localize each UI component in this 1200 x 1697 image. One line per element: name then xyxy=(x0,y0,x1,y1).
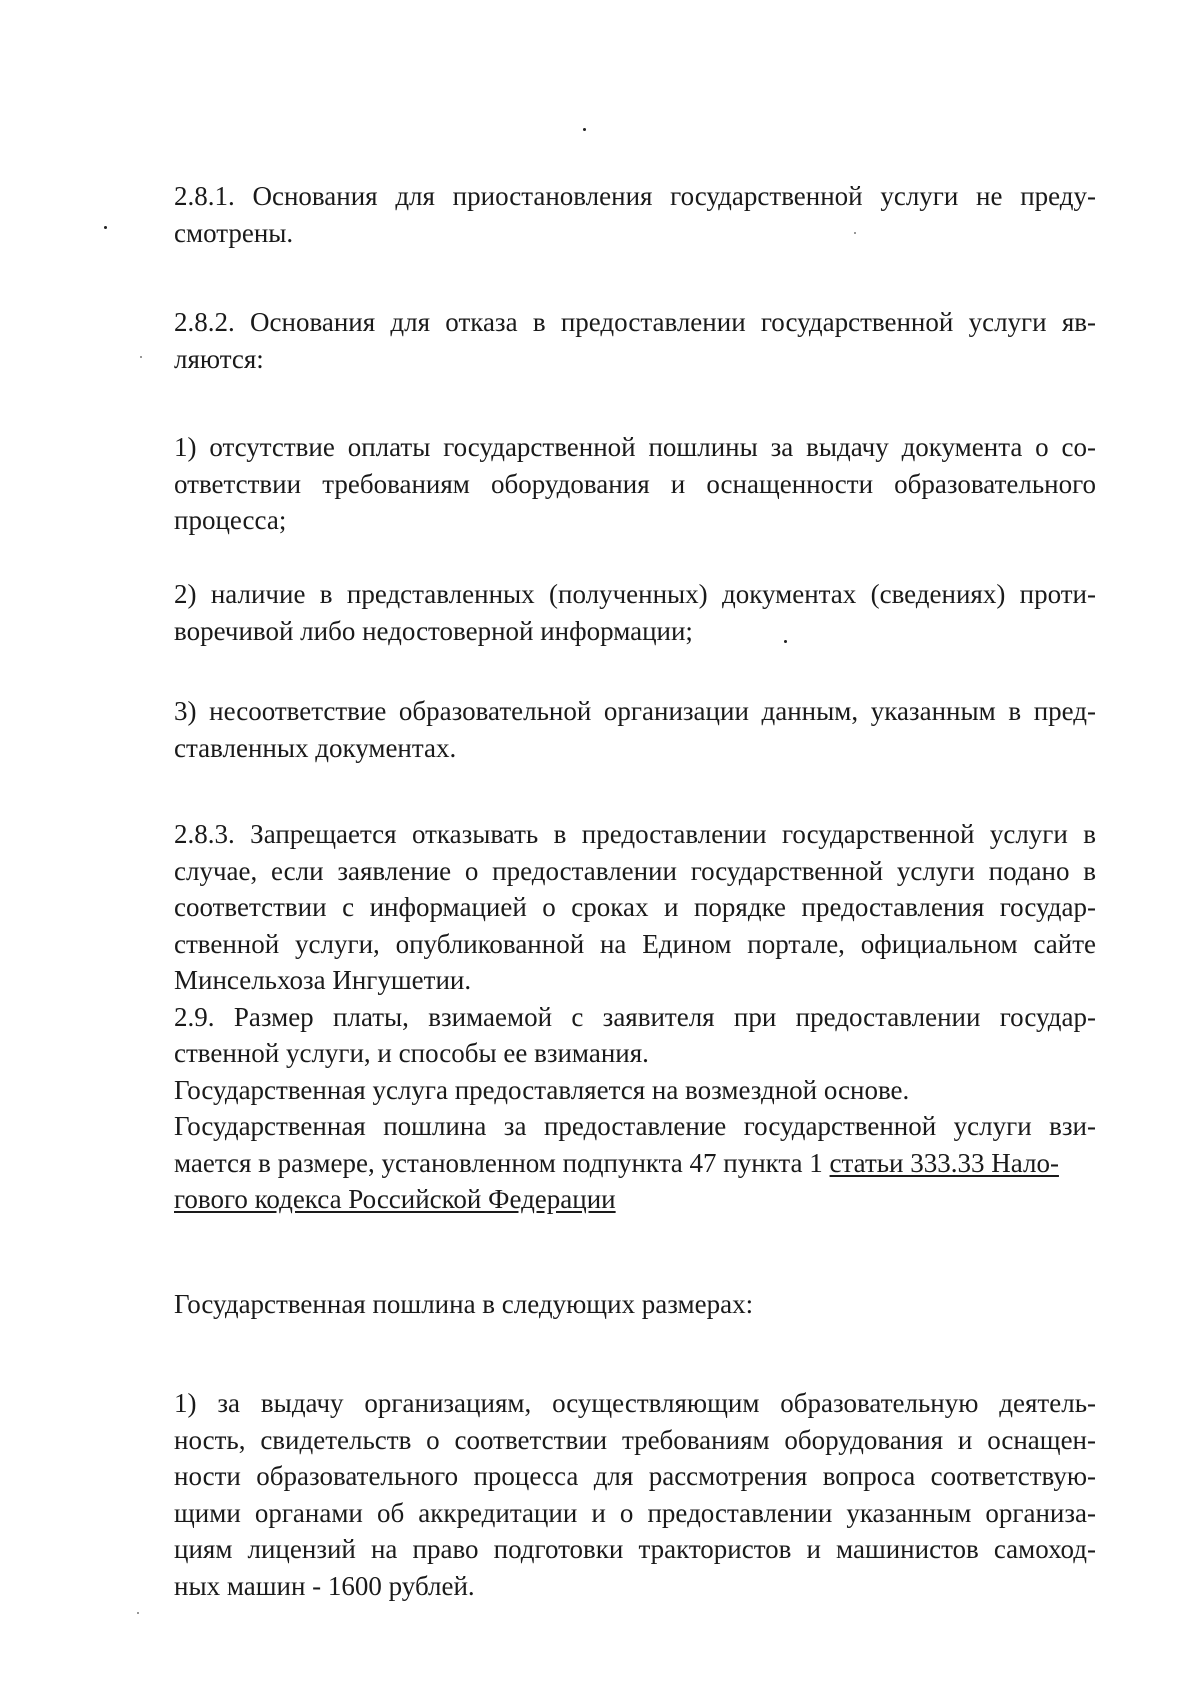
text-line: 1) отсутствие оплаты государственной пошлины за выдачу документа о со- xyxy=(174,432,1096,462)
text-line: ных машин - 1600 рублей. xyxy=(174,1570,475,1601)
tax-code-link[interactable]: статьи 333.33 Нало- xyxy=(829,1147,1059,1178)
text-line xyxy=(174,1145,1096,1182)
scan-speck xyxy=(583,128,586,131)
text-line: 2.8.1. Основания для приостановления государственной услуги не преду- xyxy=(174,181,1096,211)
text-line: воречивой либо недостоверной информации; xyxy=(174,615,693,646)
text-line: соответствии с информацией о сроках и порядке предоставления государ- xyxy=(174,892,1096,922)
text-line: щими органами об аккредитации и о предоставлении указанным организа- xyxy=(174,1497,1096,1528)
text-line: 3) несоответствие образовательной организации данным, указанным в пред- xyxy=(174,696,1096,726)
text-line: 2.8.3. Запрещается отказывать в предоставлении государственной услуги в xyxy=(174,819,1096,849)
text-line: 2.9. Размер платы, взимаемой с заявителя при предоставлении государ- xyxy=(174,1001,1096,1032)
tax-code-link-continued[interactable]: гового кодекса Российской Федерации xyxy=(174,1184,616,1214)
text-segment: мается в размере, установленном подпункта 47 пункта 1 xyxy=(174,1147,830,1178)
list-item-3 xyxy=(174,693,1096,766)
text-line: 2) наличие в представленных (полученных) документах (сведениях) проти- xyxy=(174,579,1096,609)
text-line: 1) за выдачу организациям, осуществляющим образовательную деятель- xyxy=(174,1388,1096,1418)
text-line: ляются: xyxy=(174,343,264,374)
list-item-1 xyxy=(174,429,1096,539)
text-line: Минсельхоза Ингушетии. xyxy=(174,965,472,995)
text-line: ставленных документах. xyxy=(174,732,457,763)
text-line: ственной услуги, и способы ее взимания. xyxy=(174,1038,649,1068)
text-line xyxy=(174,1181,1096,1218)
text-line: ность, свидетельств о соответствии требованиям оборудования и оснащен- xyxy=(174,1424,1096,1455)
text-line: Государственная услуга предоставляется на возмездной основе. xyxy=(174,1074,910,1105)
paragraph-2-8-1 xyxy=(174,178,1096,251)
text-line: 2.8.2. Основания для отказа в предоставлении государственной услуги яв- xyxy=(174,307,1096,337)
paragraph-fee-intro xyxy=(174,1286,1096,1323)
paragraph-2-8-3 xyxy=(174,816,1096,1218)
text-line: смотрены. xyxy=(174,217,294,248)
text-line: Государственная пошлина за предоставление государственной услуги взи- xyxy=(174,1111,1096,1141)
text-line: ственной услуги, опубликованной на Едином портале, официальном сайте xyxy=(174,928,1096,959)
text-line: процесса; xyxy=(174,505,287,535)
paragraph-2-8-2 xyxy=(174,304,1096,377)
text-line: Государственная пошлина в следующих размерах: xyxy=(174,1289,754,1319)
fee-list-item-1 xyxy=(174,1385,1096,1604)
list-item-2 xyxy=(174,576,1096,649)
text-line: ответствии требованиям оборудования и оснащенности образовательного xyxy=(174,468,1096,499)
text-line: случае, если заявление о предоставлении государственной услуги подано в xyxy=(174,855,1096,886)
text-line: циям лицензий на право подготовки трактористов и машинистов самоход- xyxy=(174,1534,1096,1564)
scan-speck xyxy=(104,226,107,229)
scan-speck xyxy=(140,356,142,358)
scan-speck xyxy=(137,1612,139,1614)
text-line: ности образовательного процесса для рассмотрения вопроса соответствую- xyxy=(174,1461,1096,1491)
